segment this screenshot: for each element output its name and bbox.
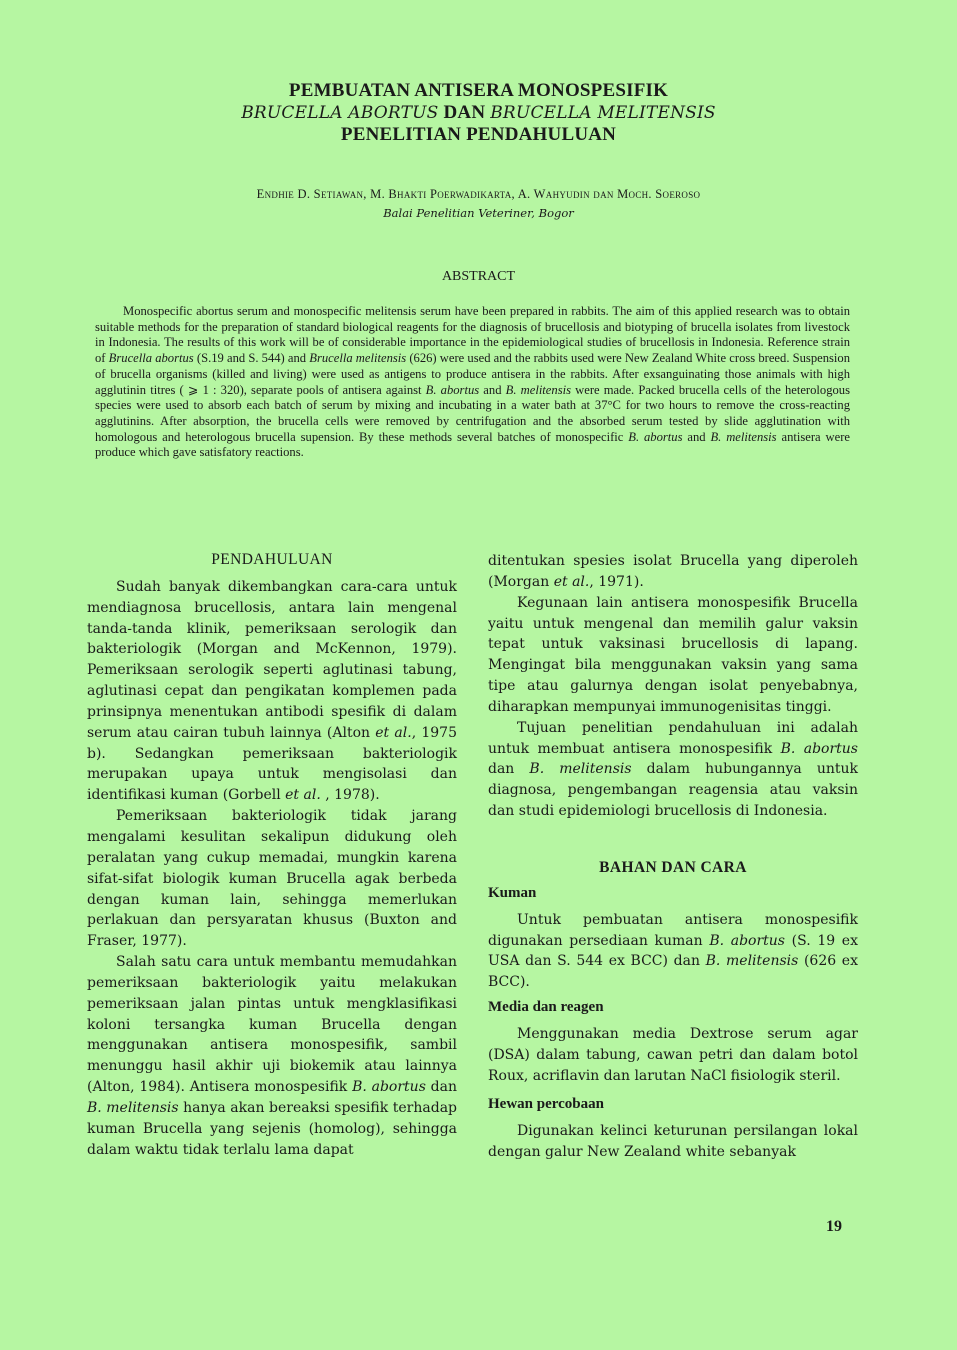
italic-text: B. abortus [352,1079,426,1096]
title-organism-1: BRUCELLA ABORTUS [241,103,439,123]
affiliation: Balai Penelitian Veteriner, Bogor [383,206,574,220]
abstract-heading: ABSTRACT [441,269,516,284]
italic-text: B. abortus [709,932,785,949]
paragraph [488,551,858,593]
section-heading-bahan-dan-cara: BAHAN DAN CARA [599,858,747,876]
abstract-italic: B. melitensis [505,382,571,397]
title-conjunction: DAN [438,102,491,123]
authors: Endhie D. Setiawan, M. Bhakti Poerwadikarta, A. Wahyudin dan Moch. Soeroso [256,187,701,201]
abstract-text: Monospecific abortus serum and monospecific melitensis serum have been prepared in rabbits. The aim of this applied research was to obtain suitable methods for the preparation of standard biological reagents for the diagnosis of brucellosis and biotyping of brucella isolates from livestock in Indonesia. The results of this work will be of considerable importance in the epidemiological studies of brucellosis in Indonesia. Reference strain of [95,304,850,366]
italic-text: et al. [375,724,412,741]
right-column [488,551,858,1163]
text: hanya akan bereaksi spesifik terhadap kuman Brucella yang sejenis (homolog), sehingga dalam waktu tidak terlalu lama dapat [87,1099,457,1158]
subheading-kuman: Kuman [488,884,537,901]
paragraph: Digunakan kelinci keturunan persilangan lokal dengan galur New Zealand white sebanyak [488,1123,858,1161]
paragraph: Pemeriksaan bakteriologik tidak jarang mengalami kesulitan sekalipun didukung oleh peralatan yang cukup memadai, mungkin karena sifat-sifat biologik kuman Brucella agak berbeda dengan kuman lain, sehingga memerlukan perlakuan dan persyaratan khusus (Buxton and Fraser, 1977). [87,808,457,950]
subheading-hewan-percobaan: Hewan percobaan [488,1096,604,1113]
text: , 1978). [320,787,380,804]
abstract-text: and [479,382,506,397]
text: dan [488,761,530,778]
text: dan [425,1079,458,1096]
text: Untuk pembuatan antisera monospesifik digunakan persediaan kuman [488,911,858,949]
left-column [87,550,457,1160]
italic-text: B. melitensis [705,953,799,970]
text: Salah satu cara untuk membantu memudahkan pemeriksaan bakteriologik yaitu melakukan pemeriksaan jalan pintas untuk mengklasifikasi koloni tersangka kuman Brucella dengan menggunakan antisera monospesifik, sambil menunggu hasil akhir uji biokemik atau lainnya (Alton, 1984). Antisera monospesifik [87,954,457,1096]
text: Sudah banyak dikembangkan cara-cara untuk mendiagnosa brucellosis, antara lain mengenal tanda-tanda klinik, pemeriksaan serologik dan bakteriologik (Morgan and McKennon, 1979). Pemeriksaan serologik seperti aglutinasi tabung, aglutinasi cepat dan pengikatan komplemen pada prinsipnya menentukan antibodi spesifik di dalam serum atau cairan tubuh lainnya (Alton [87,578,457,741]
paragraph [488,718,858,822]
abstract-body [95,304,850,461]
title-line-2 [0,102,957,124]
title-line-3: PENELITIAN PENDAHULUAN [340,124,617,145]
italic-text: et al. [553,573,590,590]
subheading-media-dan-reagen: Media dan reagen [488,999,604,1016]
paper-title [0,80,957,146]
text: , 1975 b). Sedangkan pemeriksaan bakteriologik merupakan upaya untuk mengisolasi dan identifikasi kuman (Gorbell [87,724,457,804]
abstract-text: and [682,429,711,444]
text: , 1971). [589,573,644,590]
abstract-text: (S.19 and S. 544) and [193,351,310,366]
paragraph: Menggunakan media Dextrose serum agar (DSA) dalam tabung, cawan petri dan dalam botol Roux, acriflavin dan larutan NaCl fisiologik steril. [488,1025,858,1084]
paragraph [488,910,858,993]
text: ditentukan spesies isolat Brucella yang diperoleh (Morgan [488,553,858,590]
section-heading-pendahuluan: PENDAHULUAN [211,551,333,568]
page-number: 19 [826,1218,842,1235]
italic-text: B. abortus [780,740,858,757]
abstract-paragraph [95,304,850,461]
abstract-italic: B. melitensis [710,429,777,444]
abstract-text: antisera were produce which gave satisfatory reactions. [95,429,851,460]
paragraph: Kegunaan lain antisera monospesifik Brucella yaitu untuk mengenal dan memilih galur vaksin tepat untuk vaksinasi brucellosis di lapang. Mengingat bila menggunakan vaksin yang sama tipe atau galurnya dengan isolat penyebabnya, diharapkan mempunyai immunogenisitas tinggi. [488,594,858,715]
text: (S. 19 ex USA dan S. 544 ex BCC) dan [488,932,858,970]
abstract-italic: Brucella melitensis [309,351,407,366]
italic-text: et al. [285,787,321,804]
abstract-italic: B. abortus [425,382,480,397]
text: dalam hubungannya untuk diagnosa, pengembangan reagensia atau vaksin dan studi epidemiologi brucellosis di Indonesia. [488,761,859,820]
italic-text: B. melitensis [87,1099,179,1116]
title-line-1: PEMBUATAN ANTISERA MONOSPESIFIK [288,80,669,101]
text: (626 ex BCC). [488,953,858,991]
paragraph [87,952,457,1160]
paragraph [87,577,457,806]
abstract-text: were made. Packed brucella cells of the heterologous species were used to absorb each batch of serum by mixing and incubating in a water bath at 37°C for two hours to remove the cross-reacting agglutinins. After absorption, the brucella cells were removed by centrifugation and the absorbed serum tested by slide agglutination with homologous and heterologous brucella supension. By these methods several batches of monospecific [95,382,851,444]
abstract-text: (626) were used and the rabbits used were New Zealand White cross breed. Suspension of brucella organisms (killed and living) were used as antigens to produce antisera in the rabbits. After exsanguinating those animals with high agglutinin titres ( ⩾ 1 : 320), separate pools of antisera against [95,351,851,397]
abstract-italic: B. abortus [628,429,683,444]
abstract-italic: Brucella abortus [108,351,194,366]
italic-text: B. melitensis [529,761,632,778]
text: Tujuan penelitian pendahuluan ini adalah untuk membuat antisera monospesifik [488,719,858,757]
title-organism-2: BRUCELLA MELITENSIS [490,103,716,123]
